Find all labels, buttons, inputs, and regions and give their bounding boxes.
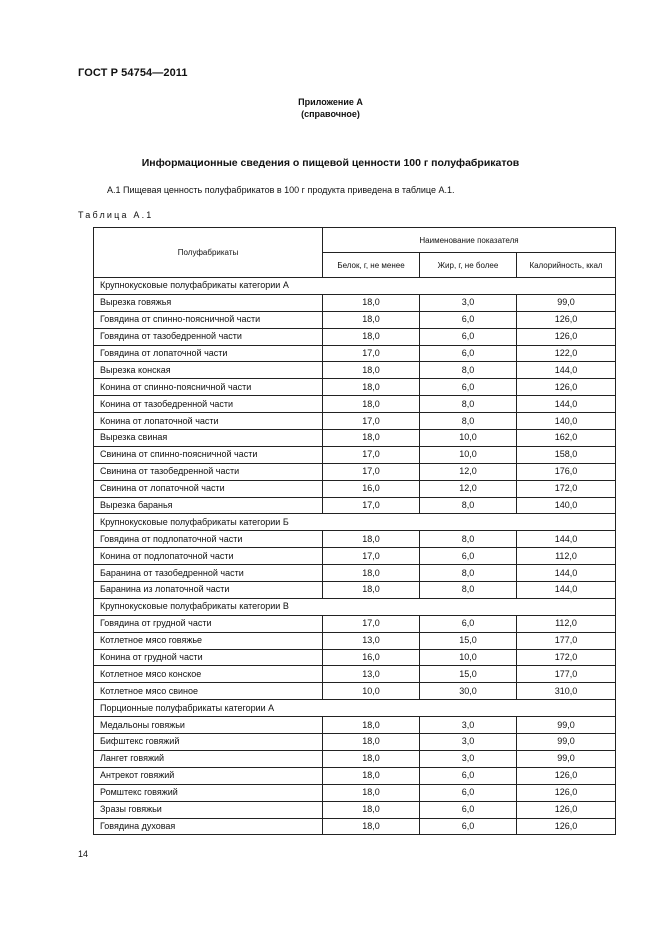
table-row [94,750,616,767]
protein-cell: 17,0 [323,497,420,514]
protein-cell: 18,0 [323,801,420,818]
calories-cell: 126,0 [517,818,616,835]
protein-cell: 16,0 [323,480,420,497]
calories-cell: 158,0 [517,446,616,463]
protein-cell: 18,0 [323,294,420,311]
fat-cell: 6,0 [420,767,517,784]
table-row [94,362,616,379]
fat-cell: 6,0 [420,379,517,396]
product-name-cell: Свинина от лопаточной части [94,480,323,497]
calories-cell: 112,0 [517,615,616,632]
protein-cell: 18,0 [323,767,420,784]
table-caption: Таблица А.1 [78,210,154,220]
table-row [94,767,616,784]
calories-cell: 140,0 [517,497,616,514]
table-row [94,548,616,565]
protein-cell: 18,0 [323,379,420,396]
calories-cell: 172,0 [517,649,616,666]
product-name-cell: Говядина от грудной части [94,615,323,632]
table-row [94,446,616,463]
calories-cell: 99,0 [517,750,616,767]
table-row [94,683,616,700]
product-name-cell: Вырезка баранья [94,497,323,514]
category-label: Порционные полуфабрикаты категории А [94,700,616,717]
protein-cell: 18,0 [323,717,420,734]
fat-cell: 6,0 [420,801,517,818]
calories-cell: 144,0 [517,396,616,413]
category-row [94,700,616,717]
table-row [94,615,616,632]
calories-cell: 144,0 [517,582,616,599]
protein-cell: 16,0 [323,649,420,666]
col-header-calories: Калорийность, ккал [517,253,616,278]
category-row [94,514,616,531]
calories-cell: 126,0 [517,311,616,328]
fat-cell: 10,0 [420,430,517,447]
product-name-cell: Ромштекс говяжий [94,784,323,801]
calories-cell: 162,0 [517,430,616,447]
fat-cell: 6,0 [420,615,517,632]
protein-cell: 18,0 [323,750,420,767]
calories-cell: 177,0 [517,666,616,683]
document-header: ГОСТ Р 54754—2011 [78,67,188,79]
protein-cell: 18,0 [323,362,420,379]
table-row [94,430,616,447]
category-label: Крупнокусковые полуфабрикаты категории В [94,598,616,615]
fat-cell: 15,0 [420,632,517,649]
protein-cell: 18,0 [323,311,420,328]
product-name-cell: Баранина из лопаточной части [94,582,323,599]
table-row [94,463,616,480]
product-name-cell: Конина от грудной части [94,649,323,666]
fat-cell: 8,0 [420,362,517,379]
calories-cell: 126,0 [517,767,616,784]
product-name-cell: Свинина от тазобедренной части [94,463,323,480]
protein-cell: 17,0 [323,463,420,480]
calories-cell: 140,0 [517,413,616,430]
calories-cell: 99,0 [517,734,616,751]
product-name-cell: Говядина духовая [94,818,323,835]
category-label: Крупнокусковые полуфабрикаты категории А [94,278,616,295]
protein-cell: 13,0 [323,632,420,649]
fat-cell: 8,0 [420,396,517,413]
protein-cell: 18,0 [323,818,420,835]
protein-cell: 18,0 [323,430,420,447]
calories-cell: 126,0 [517,784,616,801]
fat-cell: 6,0 [420,818,517,835]
table-row [94,666,616,683]
product-name-cell: Зразы говяжьи [94,801,323,818]
product-name-cell: Вырезка говяжья [94,294,323,311]
col-header-protein: Белок, г, не менее [323,253,420,278]
table-body [94,278,616,835]
calories-cell: 310,0 [517,683,616,700]
fat-cell: 8,0 [420,531,517,548]
fat-cell: 8,0 [420,582,517,599]
fat-cell: 8,0 [420,413,517,430]
table-row [94,345,616,362]
col-header-group: Наименование показателя [323,228,616,253]
fat-cell: 30,0 [420,683,517,700]
table-row [94,801,616,818]
table-row [94,413,616,430]
table-row [94,328,616,345]
product-name-cell: Бифштекс говяжий [94,734,323,751]
product-name-cell: Антрекот говяжий [94,767,323,784]
product-name-cell: Котлетное мясо свиное [94,683,323,700]
calories-cell: 112,0 [517,548,616,565]
table-row [94,565,616,582]
intro-paragraph: А.1 Пищевая ценность полуфабрикатов в 100 г продукта приведена в таблице А.1. [107,185,455,195]
product-name-cell: Конина от лопаточной части [94,413,323,430]
page-number: 14 [78,849,89,859]
protein-cell: 18,0 [323,734,420,751]
nutrition-table [93,227,616,835]
fat-cell: 6,0 [420,311,517,328]
calories-cell: 122,0 [517,345,616,362]
fat-cell: 12,0 [420,463,517,480]
fat-cell: 12,0 [420,480,517,497]
appendix-title: Приложение А [298,97,363,107]
calories-cell: 144,0 [517,362,616,379]
product-name-cell: Конина от подлопаточной части [94,548,323,565]
protein-cell: 18,0 [323,531,420,548]
table-row [94,379,616,396]
product-name-cell: Свинина от спинно-поясничной части [94,446,323,463]
fat-cell: 6,0 [420,548,517,565]
product-name-cell: Конина от спинно-поясничной части [94,379,323,396]
table-row [94,582,616,599]
fat-cell: 8,0 [420,497,517,514]
appendix-heading [0,96,661,120]
fat-cell: 8,0 [420,565,517,582]
table-row [94,531,616,548]
calories-cell: 177,0 [517,632,616,649]
protein-cell: 10,0 [323,683,420,700]
product-name-cell: Баранина от тазобедренной части [94,565,323,582]
table-row [94,649,616,666]
protein-cell: 18,0 [323,784,420,801]
fat-cell: 3,0 [420,717,517,734]
product-name-cell: Говядина от спинно-поясничной части [94,311,323,328]
product-name-cell: Говядина от подлопаточной части [94,531,323,548]
table-row [94,294,616,311]
fat-cell: 15,0 [420,666,517,683]
calories-cell: 176,0 [517,463,616,480]
fat-cell: 10,0 [420,649,517,666]
protein-cell: 17,0 [323,345,420,362]
table-row [94,497,616,514]
protein-cell: 18,0 [323,582,420,599]
table-row [94,717,616,734]
product-name-cell: Говядина от тазобедренной части [94,328,323,345]
calories-cell: 144,0 [517,531,616,548]
product-name-cell: Конина от тазобедренной части [94,396,323,413]
table-row [94,480,616,497]
protein-cell: 17,0 [323,615,420,632]
product-name-cell: Котлетное мясо говяжье [94,632,323,649]
calories-cell: 126,0 [517,379,616,396]
protein-cell: 17,0 [323,413,420,430]
protein-cell: 17,0 [323,446,420,463]
product-name-cell: Говядина от лопаточной части [94,345,323,362]
table-row [94,818,616,835]
calories-cell: 172,0 [517,480,616,497]
category-row [94,598,616,615]
appendix-note: (справочное) [301,109,360,119]
calories-cell: 126,0 [517,801,616,818]
product-name-cell: Лангет говяжий [94,750,323,767]
product-name-cell: Медальоны говяжьи [94,717,323,734]
product-name-cell: Вырезка конская [94,362,323,379]
category-label: Крупнокусковые полуфабрикаты категории Б [94,514,616,531]
col-header-fat: Жир, г, не более [420,253,517,278]
fat-cell: 3,0 [420,294,517,311]
calories-cell: 99,0 [517,294,616,311]
product-name-cell: Котлетное мясо конское [94,666,323,683]
protein-cell: 18,0 [323,328,420,345]
protein-cell: 18,0 [323,565,420,582]
calories-cell: 126,0 [517,328,616,345]
fat-cell: 3,0 [420,750,517,767]
fat-cell: 6,0 [420,345,517,362]
col-header-product: Полуфабрикаты [94,228,323,278]
fat-cell: 10,0 [420,446,517,463]
protein-cell: 18,0 [323,396,420,413]
table-row [94,396,616,413]
table-row [94,734,616,751]
protein-cell: 17,0 [323,548,420,565]
table-row [94,311,616,328]
calories-cell: 144,0 [517,565,616,582]
calories-cell: 99,0 [517,717,616,734]
table-row [94,632,616,649]
category-row [94,278,616,295]
fat-cell: 3,0 [420,734,517,751]
product-name-cell: Вырезка свиная [94,430,323,447]
table-row [94,784,616,801]
fat-cell: 6,0 [420,328,517,345]
fat-cell: 6,0 [420,784,517,801]
section-title: Информационные сведения о пищевой ценности 100 г полуфабрикатов [141,157,520,169]
protein-cell: 13,0 [323,666,420,683]
